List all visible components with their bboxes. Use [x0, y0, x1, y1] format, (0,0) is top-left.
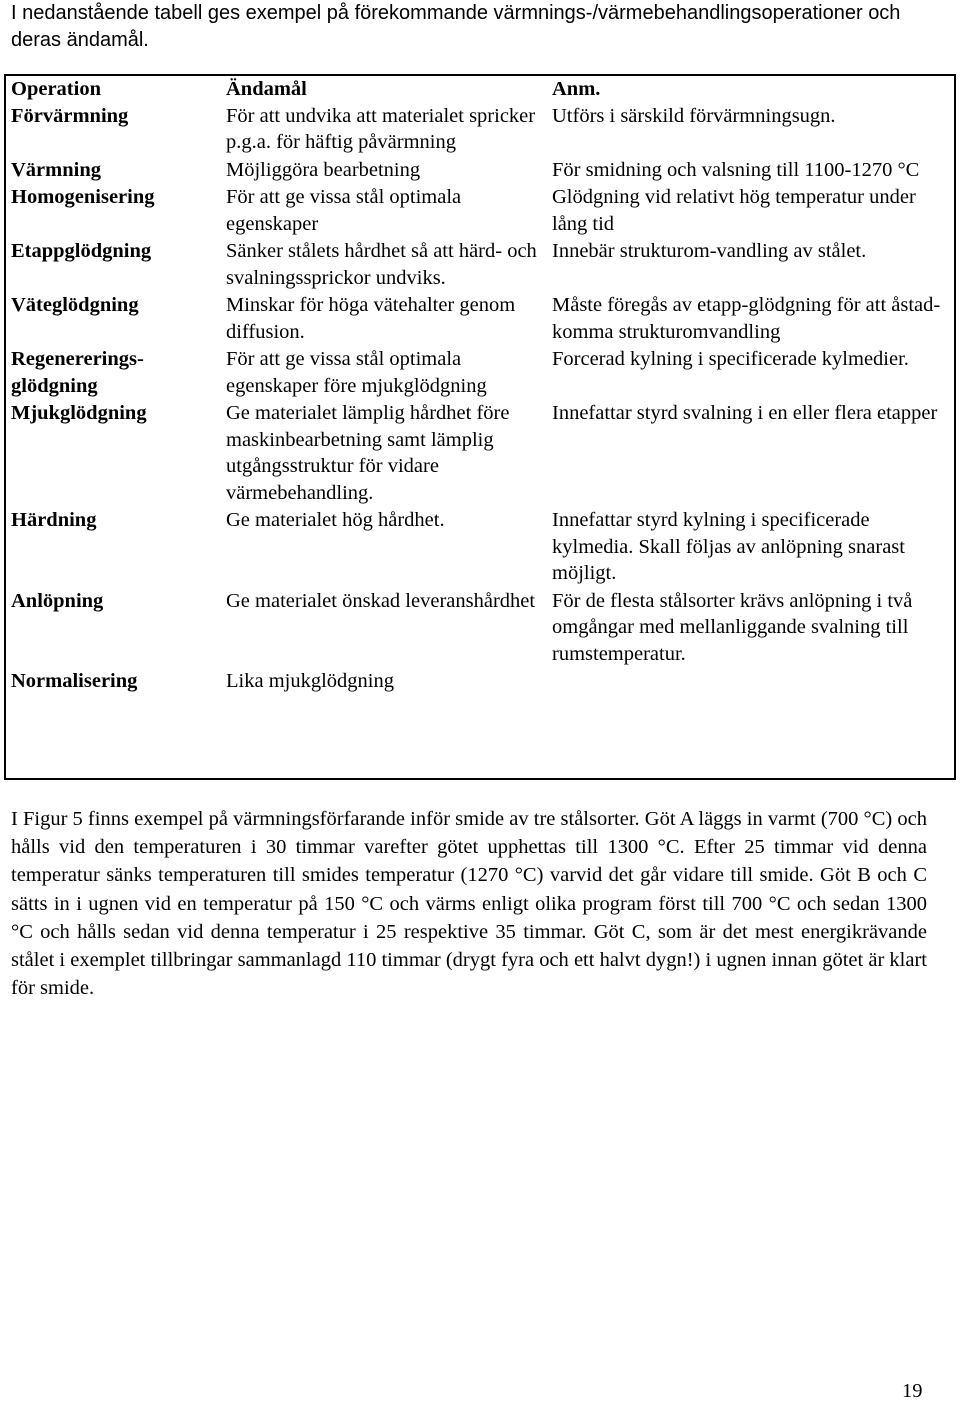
operations-table: [6, 76, 954, 696]
notes-cell: Forcerad kylning i specificerade kylmedier.: [552, 348, 909, 370]
header-notes: Anm.: [552, 78, 601, 100]
purpose-cell: Sänker stålets hårdhet så att härd- och svalningssprickor undviks.: [226, 240, 537, 289]
body-paragraph: I Figur 5 finns exempel på värmningsförfarande inför smide av tre stålsorter. Göt A läggs in varmt (700 °C) och hålls vid den temperaturen i 30 timmar varefter götet upphettas till 1300 °C. Efter 25 timmar vid denna temperatur sänks temperaturen till smides temperatur (1270 °C) varvid det går vidare till smide. Göt B och C sätts in i ugnen vid en temperatur på 150 °C och värms enligt olika program först till 700 °C och sedan 1300 °C och hålls sedan vid denna temperatur i 25 respektive 35 timmar. Göt C, som är det mest energikrävande stålet i exemplet tillbringar sammanlagd 110 timmar (drygt fyra och ett halvt dygn!) i ugnen innan götet är klart för smide.: [11, 808, 927, 1000]
purpose-cell: För att ge vissa stål optimala egenskaper: [226, 186, 462, 235]
purpose-cell: Ge materialet hög hårdhet.: [226, 509, 445, 531]
purpose-cell: Minskar för höga vätehalter genom diffusion.: [226, 294, 516, 343]
purpose-cell: För att ge vissa stål optimala egenskaper före mjukglödgning: [226, 348, 487, 397]
page-number: 19: [902, 1380, 923, 1402]
notes-cell: Utförs i särskild förvärmningsugn.: [552, 104, 836, 127]
operation-cell: Mjukglödgning: [11, 402, 147, 424]
notes-cell: För smidning och valsning till 1100-1270 °C: [552, 158, 920, 181]
operation-cell: Regenererings-glödgning: [11, 348, 144, 397]
header-purpose: Ändamål: [226, 78, 307, 100]
table-header-row: [6, 76, 954, 103]
header-operation: Operation: [11, 78, 101, 100]
table-row: [6, 103, 954, 157]
table-row: [6, 238, 954, 292]
operation-cell: Värmning: [11, 158, 101, 181]
purpose-cell: För att undvika att materialet spricker p.g.a. för häftig påvärmning: [226, 104, 536, 153]
table-row: [6, 400, 954, 507]
notes-cell: För de flesta stålsorter krävs anlöpning i två omgångar med mellanliggande svalning till rumstemperatur.: [552, 589, 913, 665]
operation-cell: Väteglödgning: [11, 294, 139, 316]
operation-cell: Etappglödgning: [11, 240, 152, 262]
operation-cell: Homogenisering: [11, 186, 155, 208]
notes-cell: Innefattar styrd svalning i en eller flera etapper: [552, 402, 938, 424]
operation-cell: Härdning: [11, 509, 97, 531]
purpose-cell: Ge materialet lämplig hårdhet före maskinbearbetning samt lämplig utgångsstruktur för vidare värmebehandling.: [226, 402, 510, 504]
notes-cell: Innefattar styrd kylning i specificerade kylmedia. Skall följas av anlöpning snarast möjligt.: [552, 509, 905, 584]
table-row: [6, 346, 954, 400]
table-row: [6, 292, 954, 346]
table-row: [6, 157, 954, 185]
operation-cell: Förvärmning: [11, 104, 129, 127]
table-row: [6, 588, 954, 669]
notes-cell: Måste föregås av etapp-glödgning för att åstad-komma strukturomvandling: [552, 294, 941, 343]
operation-cell: Anlöpning: [11, 589, 104, 612]
table-row: [6, 184, 954, 238]
purpose-cell: Ge materialet önskad leveranshårdhet: [226, 589, 536, 612]
intro-text: I nedanstående tabell ges exempel på förekommande värmnings-/värmebehandlingsoperationer och deras ändamål.: [11, 2, 901, 51]
notes-cell: [546, 668, 954, 696]
operations-table-frame: [4, 74, 956, 780]
notes-cell: Glödgning vid relativt hög temperatur under lång tid: [552, 186, 916, 235]
purpose-cell: Möjliggöra bearbetning: [226, 158, 421, 181]
table-row: [6, 507, 954, 588]
operation-cell: Normalisering: [11, 670, 138, 692]
purpose-cell: Lika mjukglödgning: [226, 670, 394, 692]
table-row: [6, 668, 954, 696]
notes-cell: Innebär strukturom-vandling av stålet.: [552, 240, 867, 262]
